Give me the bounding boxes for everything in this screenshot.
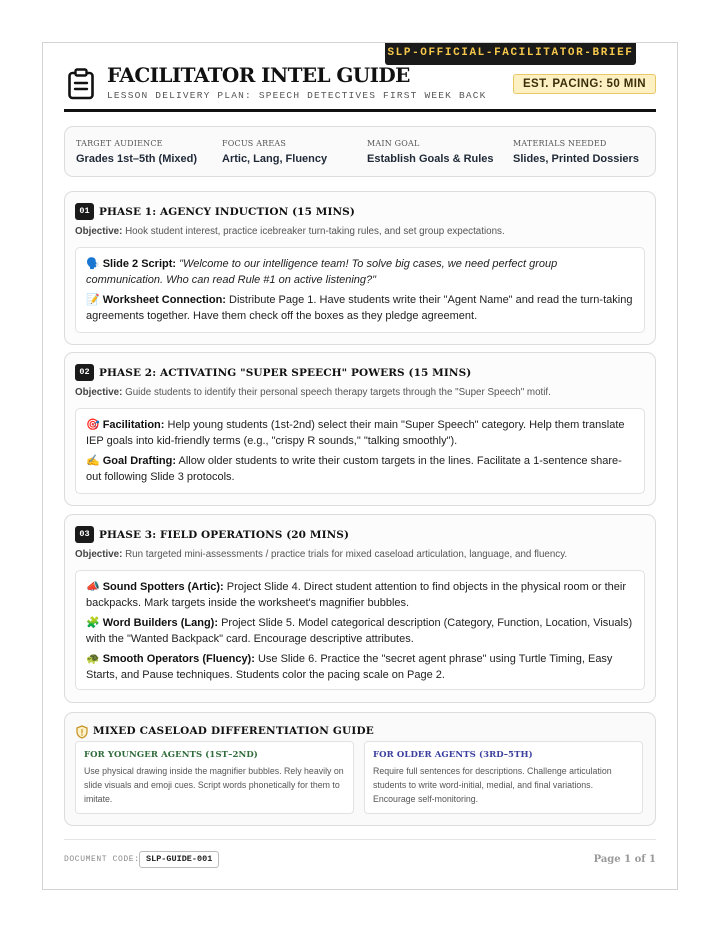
turtle-icon: 🐢 [86, 653, 100, 665]
phase-title: PHASE 3: FIELD OPERATIONS (20 MINS) [99, 529, 350, 541]
phase-number-badge: 01 [75, 203, 94, 220]
clipboard-icon [67, 68, 95, 100]
item-label: Slide 2 Script: [102, 258, 177, 270]
phase-title: PHASE 2: ACTIVATING "SUPER SPEECH" POWERS (15 MINS) [99, 367, 472, 379]
phase-item [86, 256, 634, 288]
phase-item [86, 417, 634, 449]
item-label: Word Builders (Lang): [102, 617, 218, 629]
phase-title: PHASE 1: AGENCY INDUCTION (15 MINS) [99, 206, 355, 218]
phase-objective [75, 387, 645, 398]
phase-detail-box [75, 408, 645, 494]
phase-item [86, 651, 634, 683]
puzzle-piece-icon: 🧩 [86, 617, 100, 629]
item-text: Allow older students to write their custom targets in the lines. Facilitate a 1-sentence share-out following Slide 3 protocols. [86, 455, 622, 483]
item-text: Project Slide 5. Model categorical description (Category, Function, Location, Visuals) with the "Wanted Backpack" card. Encourage descriptive attributes. [86, 617, 633, 645]
objective-label: Objective: [75, 226, 123, 237]
shield-icon [76, 725, 88, 739]
phase-objective [75, 549, 645, 560]
footer-divider [64, 839, 656, 840]
page-title: FACILITATOR INTEL GUIDE [107, 63, 410, 87]
document-code-badge: SLP-GUIDE-001 [139, 851, 219, 868]
meta-value: Artic, Lang, Fluency [222, 153, 328, 165]
page-subtitle: LESSON DELIVERY PLAN: SPEECH DETECTIVES FIRST WEEK BACK [107, 90, 487, 101]
classification-tag: SLP-OFFICIAL-FACILITATOR-BRIEF [385, 43, 636, 65]
item-label: Goal Drafting: [102, 455, 177, 467]
item-label: Facilitation: [102, 419, 165, 431]
meta-materials-needed [513, 139, 639, 165]
memo-icon: 📝 [86, 294, 100, 306]
younger-agents-heading: FOR YOUNGER AGENTS (1ST–2ND) [84, 750, 258, 760]
objective-label: Objective: [75, 387, 123, 398]
header-divider [64, 109, 656, 112]
item-text: Project Slide 4. Direct student attention to find objects in the physical room or their backpacks. Mark targets inside the worksheet's magnifier bubbles. [86, 581, 627, 609]
lesson-summary-card [64, 126, 656, 177]
item-text: Use Slide 6. Practice the "secret agent phrase" using Turtle Timing, Easy Starts, and Pause techniques. Students color the pacing scale on Page 2. [86, 653, 613, 681]
younger-agents-text: Use physical drawing inside the magnifier bubbles. Rely heavily on slide visuals and emoji cues. Script words phonetically for them to imitate. [84, 766, 344, 804]
document-code-label: DOCUMENT CODE: [64, 855, 140, 864]
pacing-badge: EST. PACING: 50 MIN [513, 74, 656, 94]
phase-detail-box [75, 247, 645, 333]
phase-item [86, 453, 634, 485]
writing-hand-icon: ✍️ [86, 455, 100, 467]
item-label: Sound Spotters (Artic): [102, 581, 224, 593]
meta-target-audience [76, 139, 197, 165]
document-page [42, 42, 678, 890]
phase-3-card [64, 514, 656, 703]
meta-value: Grades 1st–5th (Mixed) [76, 153, 198, 165]
meta-value: Establish Goals & Rules [367, 153, 494, 165]
meta-label: MAIN GOAL [367, 139, 420, 148]
phase-2-card [64, 352, 656, 506]
phase-number-badge: 03 [75, 526, 94, 543]
objective-label: Objective: [75, 549, 123, 560]
item-text: "Welcome to our intelligence team! To solve big cases, we need perfect group communication. Who can read Rule #1 on active listening?" [86, 258, 558, 286]
item-text: Help young students (1st-2nd) select their main "Super Speech" category. Help them translate IEP goals into kid-friendly terms (e.g., "crispy R sounds," "talking smoothly"). [86, 419, 625, 447]
page-number: Page 1 of 1 [593, 854, 656, 865]
older-agents-box [364, 741, 643, 814]
phase-objective [75, 226, 645, 237]
differentiation-card [64, 712, 656, 826]
objective-text: Guide students to identify their personal speech therapy targets through the "Super Speech" motif. [125, 387, 551, 398]
older-agents-heading: FOR OLDER AGENTS (3RD–5TH) [373, 750, 533, 760]
phase-1-card [64, 191, 656, 345]
target-icon: 🎯 [86, 419, 100, 431]
megaphone-icon: 📣 [86, 581, 100, 593]
item-label: Smooth Operators (Fluency): [102, 653, 255, 665]
objective-text: Run targeted mini-assessments / practice trials for mixed caseload articulation, language, and fluency. [125, 549, 568, 560]
older-agents-text: Require full sentences for descriptions. Challenge articulation students to write word-initial, medial, and final variations. Encourage self-monitoring. [373, 766, 612, 804]
meta-label: TARGET AUDIENCE [76, 139, 163, 148]
meta-label: FOCUS AREAS [222, 139, 287, 148]
item-text: Distribute Page 1. Have students write their "Agent Name" and read the turn-taking agreements together. Have them check off the boxes as they pledge agreement. [86, 294, 633, 322]
younger-agents-box [75, 741, 354, 814]
phase-item [86, 292, 634, 324]
meta-main-goal [367, 139, 494, 165]
item-label: Worksheet Connection: [102, 294, 226, 306]
meta-value: Slides, Printed Dossiers [513, 153, 639, 165]
phase-item [86, 615, 634, 647]
differentiation-title: MIXED CASELOAD DIFFERENTIATION GUIDE [93, 725, 374, 737]
meta-focus-areas [222, 139, 327, 165]
objective-text: Hook student interest, practice icebreaker turn-taking rules, and set group expectations. [125, 226, 505, 237]
phase-item [86, 579, 634, 611]
speaking-head-icon: 🗣️ [86, 258, 100, 270]
meta-label: MATERIALS NEEDED [513, 139, 607, 148]
phase-number-badge: 02 [75, 364, 94, 381]
phase-detail-box [75, 570, 645, 690]
